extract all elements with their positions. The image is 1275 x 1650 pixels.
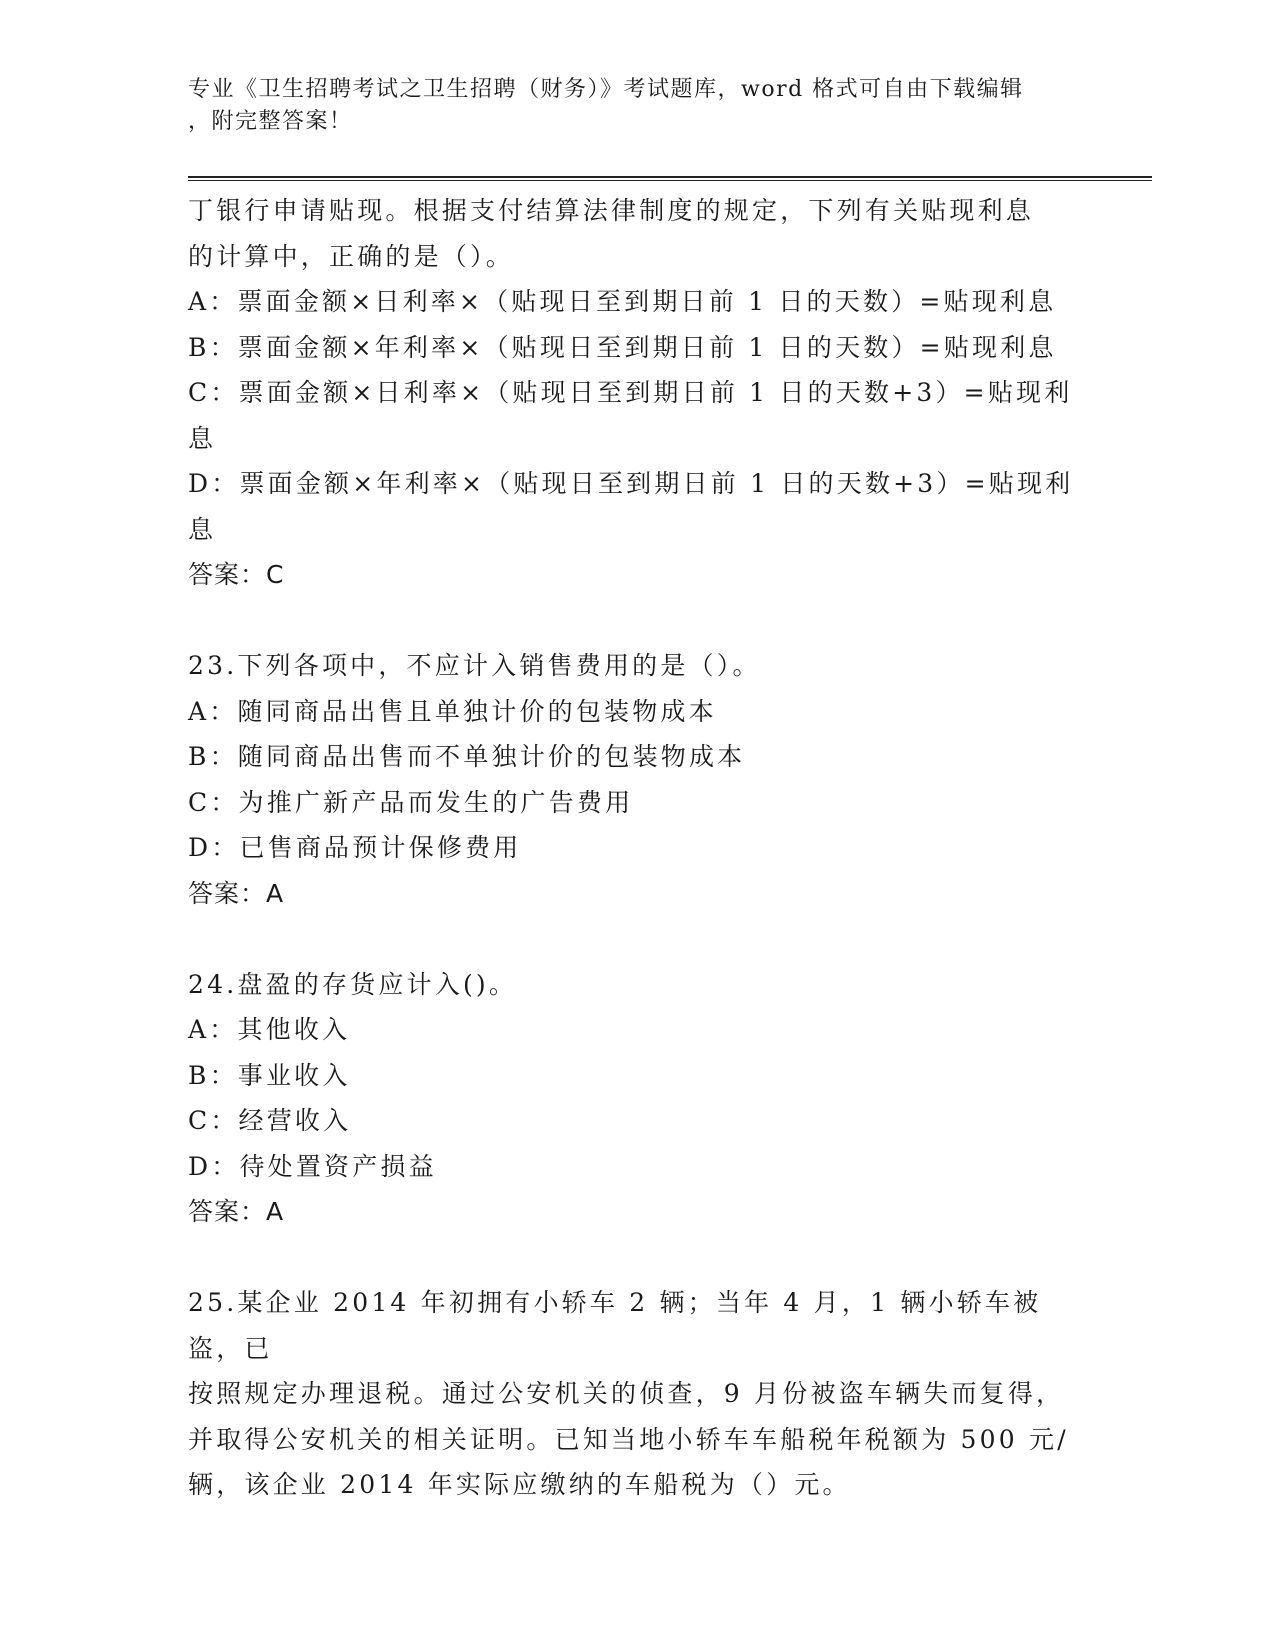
option-d: D：待处置资产损益 <box>188 1151 437 1181</box>
question-stem: 并取得公安机关的相关证明。已知当地小轿车车船税年税额为 500 元/ <box>188 1424 1069 1454</box>
question-list <box>188 188 1088 1508</box>
option-d: 息 <box>188 514 217 544</box>
option-d: D：已售商品预计保修费用 <box>188 833 522 862</box>
option-c: 息 <box>188 423 217 453</box>
option-b: B：随同商品出售而不单独计价的包装物成本 <box>188 742 746 771</box>
option-b: B：票面金额×年利率×（贴现日至到期日前 1 日的天数）=贴现利息 <box>188 332 1057 362</box>
question-stem: 的计算中，正确的是（）。 <box>188 241 514 271</box>
answer-label: 答案：A <box>188 1197 285 1226</box>
option-d: D：票面金额×年利率×（贴现日至到期日前 1 日的天数+3）=贴现利 <box>188 469 1074 498</box>
option-a: A：票面金额×日利率×（贴现日至到期日前 1 日的天数）=贴现利息 <box>188 287 1057 316</box>
question-spacer <box>188 1235 1088 1281</box>
option-a: A：随同商品出售且单独计价的包装物成本 <box>188 696 717 726</box>
question-stem: 按照规定办理退税。通过公安机关的侦查，9 月份被盗车辆失而复得， <box>188 1379 1065 1408</box>
question-22 <box>188 188 1088 598</box>
question-stem: 辆，该企业 2014 年实际应缴纳的车船税为（）元。 <box>188 1470 851 1499</box>
header-line-1: 专业《卫生招聘考试之卫生招聘（财务）》考试题库，word 格式可自由下载编辑 <box>188 77 1024 102</box>
option-a: A：其他收入 <box>188 1015 351 1044</box>
option-b: B：事业收入 <box>188 1060 351 1090</box>
question-stem: 丁银行申请贴现。根据支付结算法律制度的规定，下列有关贴现利息 <box>188 196 1035 225</box>
question-25 <box>188 1280 1088 1508</box>
answer-label: 答案：A <box>188 878 285 908</box>
page-header <box>188 74 1068 138</box>
question-stem: 23.下列各项中，不应计入销售费用的是（）。 <box>188 651 761 680</box>
question-23 <box>188 643 1088 916</box>
answer-label: 答案：C <box>188 560 285 589</box>
question-24 <box>188 962 1088 1235</box>
question-stem: 25.某企业 2014 年初拥有小轿车 2 辆；当年 4 月，1 辆小轿车被盗，已 <box>188 1288 1042 1363</box>
question-spacer <box>188 598 1088 644</box>
header-divider <box>188 176 1152 181</box>
option-c: C：经营收入 <box>188 1106 352 1135</box>
question-spacer <box>188 916 1088 962</box>
header-line-2: ，附完整答案！ <box>188 109 353 134</box>
question-stem: 24.盘盈的存货应计入()。 <box>188 969 518 999</box>
option-c: C：为推广新产品而发生的广告费用 <box>188 787 634 817</box>
option-c: C：票面金额×日利率×（贴现日至到期日前 1 日的天数+3）=贴现利 <box>188 378 1073 407</box>
